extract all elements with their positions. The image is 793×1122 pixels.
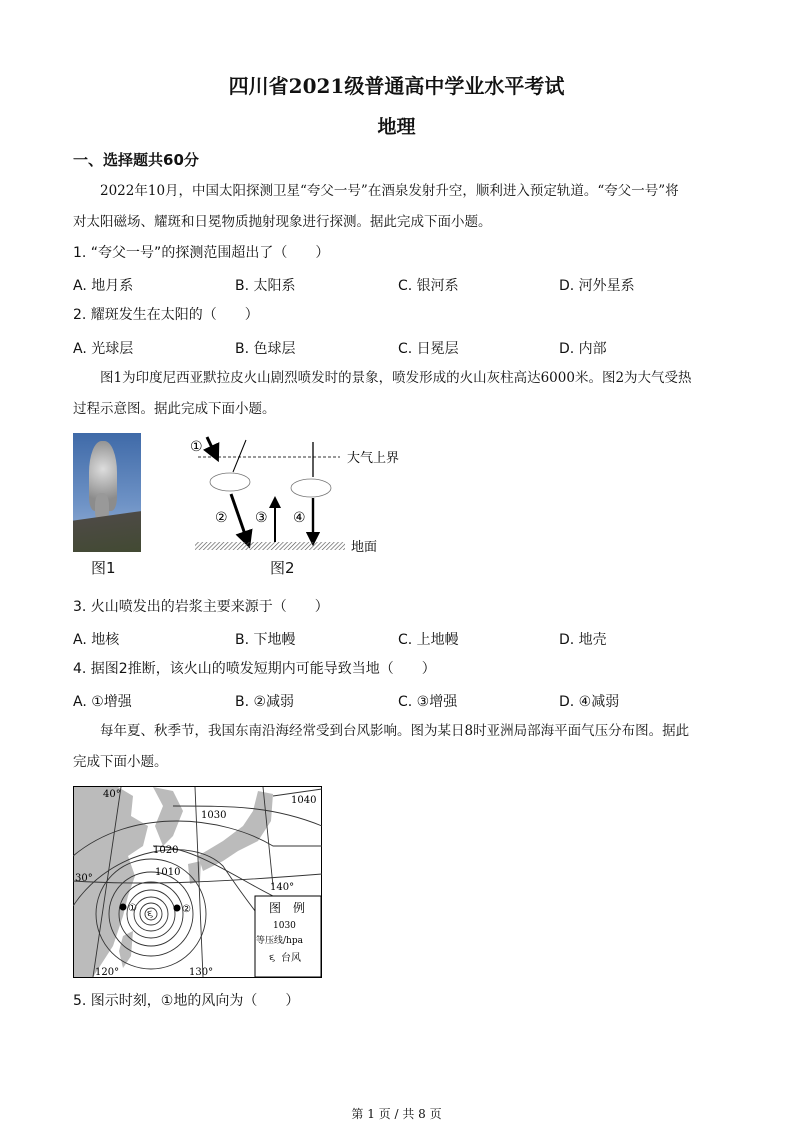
option-a: A. ①增强 bbox=[73, 694, 132, 710]
subject-title: 地理 bbox=[377, 116, 416, 138]
option-a: A. 光球层 bbox=[73, 341, 134, 357]
map-legend bbox=[255, 896, 321, 977]
question-stem: 1. “夸父一号”的探测范围超出了（ ） bbox=[73, 245, 330, 261]
lon-label: 140° bbox=[270, 882, 295, 893]
typhoon-icon: ૬ bbox=[147, 907, 154, 920]
option-c: C. 上地幔 bbox=[398, 632, 459, 648]
arrow-2 bbox=[231, 494, 247, 540]
legend-typhoon-label: 台风 bbox=[281, 953, 301, 964]
point-2-marker bbox=[174, 905, 181, 912]
atmosphere-heating-diagram bbox=[185, 432, 415, 557]
volcano-photo bbox=[73, 433, 141, 552]
section-heading: 一、选择题共60分 bbox=[73, 151, 199, 169]
label-3: ③ bbox=[255, 510, 268, 526]
page-footer: 第 1 页 / 共 8 页 bbox=[351, 1107, 442, 1121]
passage-line: 每年夏、秋季节，我国东南沿海经常受到台风影响。图为某日8时亚洲局部海平面气压分布图。据此 bbox=[100, 723, 690, 739]
label-1: ① bbox=[190, 439, 203, 455]
isobar-label: 1010 bbox=[155, 867, 181, 878]
lon-label: 130° bbox=[189, 967, 214, 978]
lat-label: 30° bbox=[75, 873, 93, 884]
fig1-caption: 图1 bbox=[91, 559, 116, 577]
option-b: B. 下地幔 bbox=[235, 632, 296, 648]
isobar-label: 1030 bbox=[201, 810, 227, 821]
question-stem: 3. 火山喷发出的岩浆主要来源于（ ） bbox=[73, 599, 329, 615]
passage-line: 2022年10月，中国太阳探测卫星“夸父一号”在酒泉发射升空，顺利进入预定轨道。“夸父一号”将 bbox=[100, 183, 679, 199]
lon-label: 120° bbox=[95, 967, 120, 978]
point-1-label: ① bbox=[128, 903, 137, 914]
isobar-label: 1040 bbox=[291, 795, 317, 806]
isobar-label: 1020 bbox=[153, 845, 179, 856]
option-c: C. 银河系 bbox=[398, 278, 459, 294]
sea-level-pressure-map bbox=[73, 786, 323, 979]
ground bbox=[195, 542, 345, 550]
option-d: D. 河外星系 bbox=[559, 278, 635, 294]
option-a: A. 地核 bbox=[73, 632, 120, 648]
label-ground: 地面 bbox=[351, 540, 378, 555]
option-b: B. 色球层 bbox=[235, 341, 296, 357]
option-d: D. ④减弱 bbox=[559, 694, 620, 710]
option-d: D. 地壳 bbox=[559, 632, 607, 648]
label-2: ② bbox=[215, 510, 228, 526]
passage-line: 过程示意图。据此完成下面小题。 bbox=[73, 401, 276, 417]
arrow-1 bbox=[207, 437, 215, 454]
option-c: C. ③增强 bbox=[398, 694, 458, 710]
label-atmosphere-top: 大气上界 bbox=[347, 451, 400, 466]
question-stem: 2. 耀斑发生在太阳的（ ） bbox=[73, 307, 259, 323]
option-a: A. 地月系 bbox=[73, 278, 134, 294]
passage-line: 图1为印度尼西亚默拉皮火山剧烈喷发时的景象，喷发形成的火山灰柱高达6000米。图2为大气受热 bbox=[100, 370, 692, 386]
fig2-caption: 图2 bbox=[270, 559, 295, 577]
label-4: ④ bbox=[293, 510, 306, 526]
option-c: C. 日冕层 bbox=[398, 341, 459, 357]
legend-isobar-label: 等压线/hpa bbox=[256, 936, 303, 946]
legend-isobar-value: 1030 bbox=[273, 921, 296, 931]
option-b: B. 太阳系 bbox=[235, 278, 296, 294]
legend-title: 图 例 bbox=[269, 901, 306, 915]
point-1-marker bbox=[120, 904, 127, 911]
exam-title: 四川省2021级普通高中学业水平考试 bbox=[228, 74, 565, 98]
option-d: D. 内部 bbox=[559, 341, 607, 357]
passage-line: 对太阳磁场、耀斑和日冕物质抛射现象进行探测。据此完成下面小题。 bbox=[73, 214, 492, 230]
legend-typhoon-icon: ૬ bbox=[269, 951, 276, 964]
point-2-label: ② bbox=[182, 904, 191, 915]
question-stem: 4. 据图2推断，该火山的喷发短期内可能导致当地（ ） bbox=[73, 661, 436, 677]
lat-label: 40° bbox=[103, 789, 121, 800]
passage-line: 完成下面小题。 bbox=[73, 754, 168, 770]
option-b: B. ②减弱 bbox=[235, 694, 295, 710]
question-stem: 5. 图示时刻，①地的风向为（ ） bbox=[73, 993, 300, 1009]
